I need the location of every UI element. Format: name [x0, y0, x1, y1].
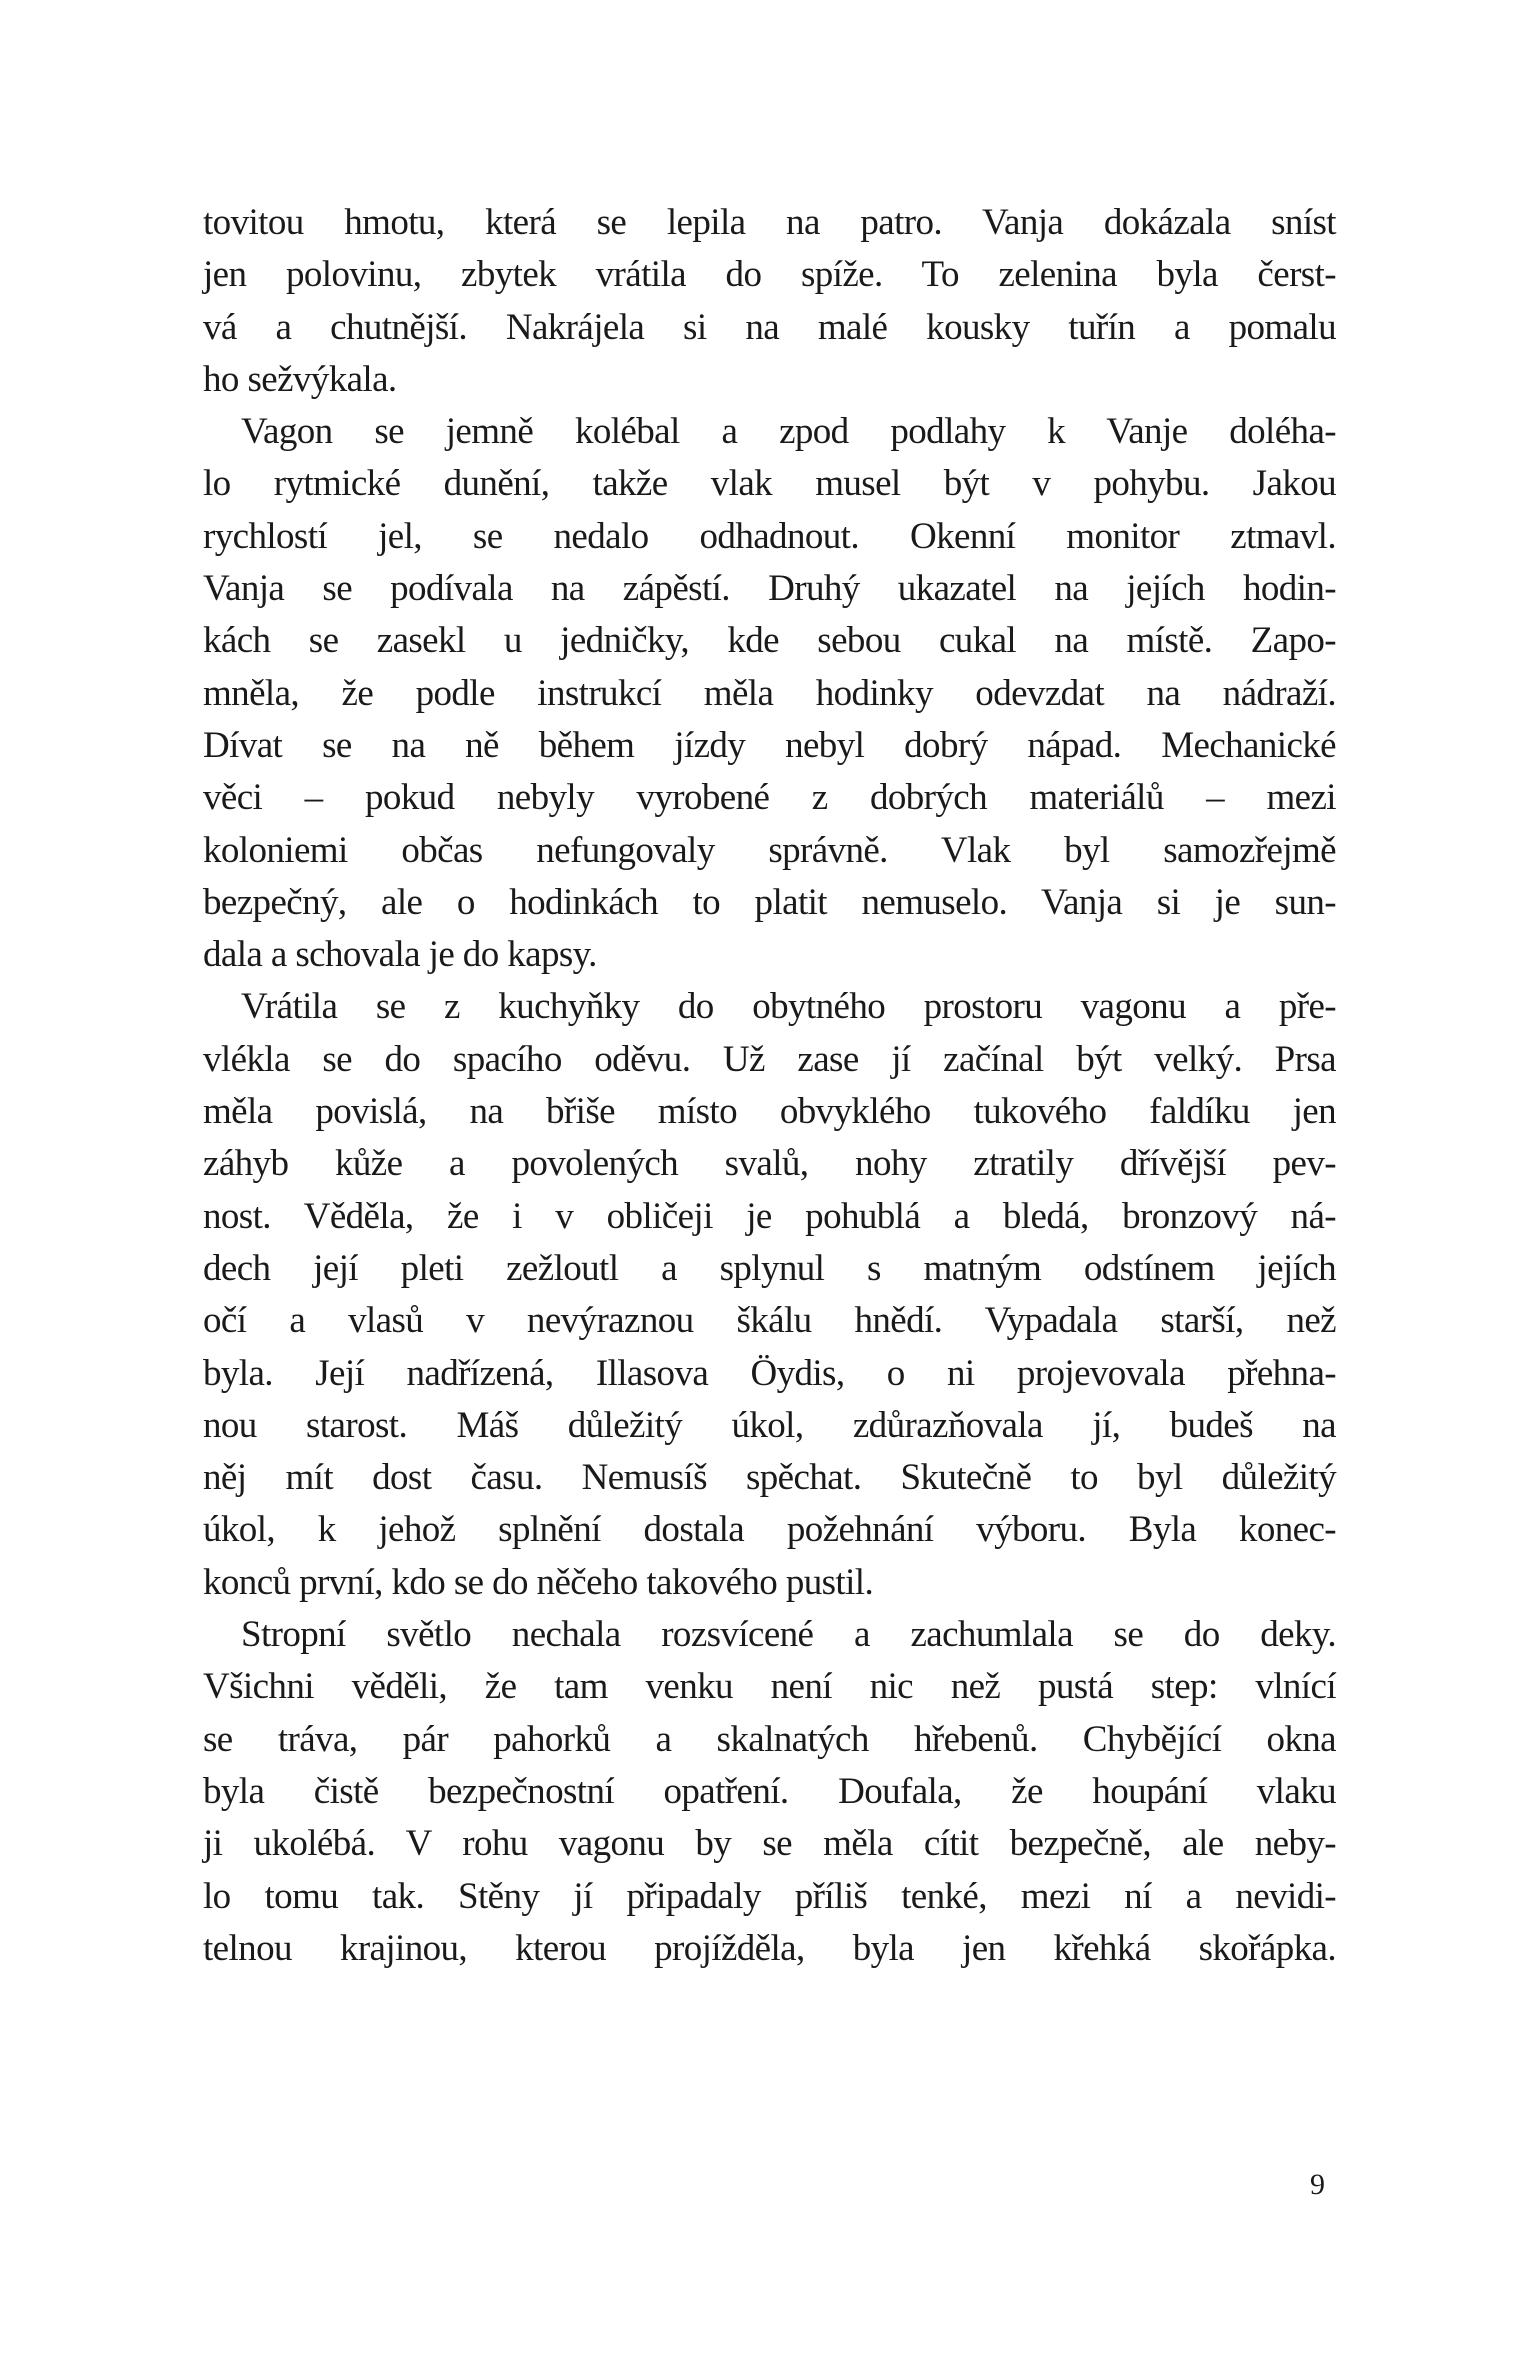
text-line: byla. Její nadřízená, Illasova Öydis, o ni projevovala přehna- — [203, 1352, 1336, 1394]
text-line: úkol, k jehož splnění dostala požehnání výboru. Byla konec- — [203, 1509, 1336, 1551]
text-line: měla povislá, na břiše místo obvyklého tukového faldíku jen — [203, 1091, 1336, 1133]
text-line: rychlostí jel, se nedalo odhadnout. Okenní monitor ztmavl. — [203, 515, 1336, 557]
text-line: Vagon se jemně kolébal a zpod podlahy k Vanje doléha- — [241, 411, 1336, 453]
text-line: tovitou hmotu, která se lepila na patro. Vanja dokázala sníst — [203, 202, 1336, 243]
text-line: lo tomu tak. Stěny jí připadaly příliš tenké, mezi ní a nevidi- — [203, 1875, 1336, 1917]
paragraph-3 — [203, 981, 1336, 1609]
text-line: mněla, že podle instrukcí měla hodinky odevzdat na nádraží. — [203, 672, 1336, 714]
paragraph-4 — [203, 1609, 1336, 1975]
text-line: koloniemi občas nefungovaly správně. Vlak byl samozřejmě — [203, 829, 1336, 871]
text-line: nou starost. Máš důležitý úkol, zdůrazňovala jí, budeš na — [203, 1404, 1336, 1446]
text-line: ho sežvýkala. — [203, 358, 397, 400]
paragraph-1 — [203, 197, 1336, 406]
text-line: konců první, kdo se do něčeho takového pustil. — [203, 1561, 874, 1603]
text-line: Stropní světlo nechala rozsvícené a zachumlala se do deky. — [241, 1614, 1336, 1656]
text-line: dala a schovala je do kapsy. — [203, 934, 597, 976]
text-line: vá a chutnější. Nakrájela si na malé kousky tuřín a pomalu — [203, 306, 1336, 348]
text-line: Všichni věděli, že tam venku není nic než pustá step: vlnící — [203, 1666, 1336, 1708]
text-line: věci – pokud nebyly vyrobené z dobrých materiálů – mezi — [203, 777, 1336, 819]
page-number: 9 — [1310, 2168, 1325, 2201]
text-line: něj mít dost času. Nemusíš spěchat. Skutečně to byl důležitý — [203, 1457, 1336, 1499]
text-line: se tráva, pár pahorků a skalnatých hřebenů. Chybějící okna — [203, 1718, 1336, 1760]
paragraph-2 — [203, 406, 1336, 981]
text-line: dech její pleti zežloutl a splynul s matným odstínem jejích — [203, 1247, 1336, 1289]
text-line: ji ukolébá. V rohu vagonu by se měla cítit bezpečně, ale neby- — [203, 1823, 1336, 1865]
text-line: Vanja se podívala na zápěstí. Druhý ukazatel na jejích hodin- — [203, 568, 1336, 610]
text-line: záhyb kůže a povolených svalů, nohy ztratily dřívější pev- — [203, 1143, 1336, 1185]
text-line: Dívat se na ně během jízdy nebyl dobrý nápad. Mechanické — [203, 724, 1336, 766]
text-line: bezpečný, ale o hodinkách to platit nemuselo. Vanja si je sun- — [203, 881, 1336, 923]
text-line: telnou krajinou, kterou projížděla, byla jen křehká skořápka. — [203, 1927, 1336, 1969]
body-text — [203, 197, 1336, 1975]
text-line: byla čistě bezpečnostní opatření. Doufala, že houpání vlaku — [203, 1770, 1336, 1812]
text-line: vlékla se do spacího oděvu. Už zase jí začínal být velký. Prsa — [203, 1038, 1336, 1080]
text-line: lo rytmické dunění, takže vlak musel být v pohybu. Jakou — [203, 463, 1336, 505]
text-line: kách se zasekl u jedničky, kde sebou cukal na místě. Zapo- — [203, 620, 1336, 662]
text-line: Vrátila se z kuchyňky do obytného prostoru vagonu a pře- — [241, 986, 1336, 1028]
text-line: očí a vlasů v nevýraznou škálu hnědí. Vypadala starší, než — [203, 1300, 1336, 1342]
text-line: jen polovinu, zbytek vrátila do spíže. To zelenina byla čerst- — [203, 254, 1336, 296]
text-line: nost. Věděla, že i v obličeji je pohublá a bledá, bronzový ná- — [203, 1195, 1336, 1237]
